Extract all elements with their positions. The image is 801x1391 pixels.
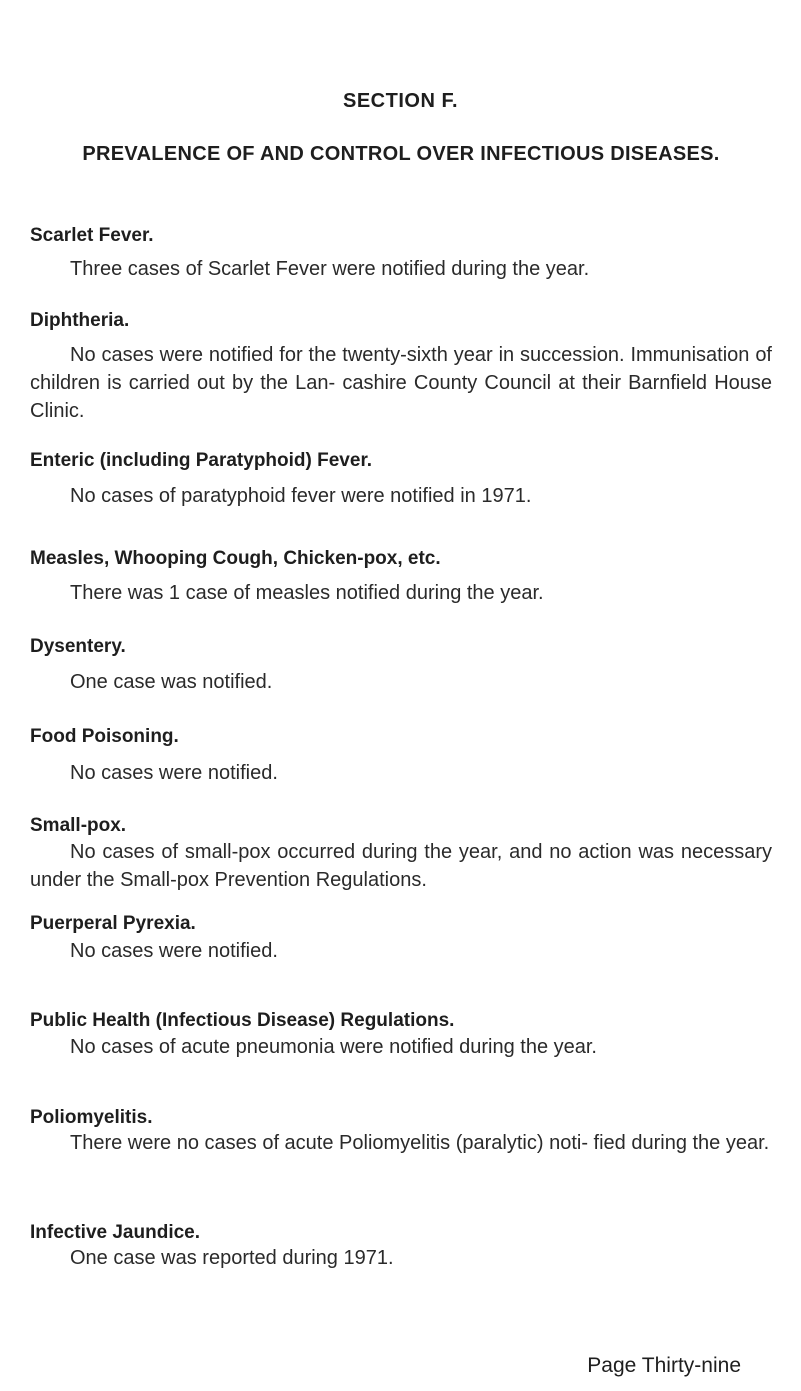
heading-dysentery: Dysentery.	[30, 636, 126, 657]
section-label: SECTION F.	[342, 90, 458, 112]
text-puerperal-pyrexia: No cases were notified.	[70, 940, 278, 962]
page-number: Page Thirty-nine	[587, 1354, 741, 1377]
text-public-health-regulations: No cases of acute pneumonia were notified during the year.	[70, 1036, 597, 1058]
heading-infective-jaundice: Infective Jaundice.	[30, 1222, 201, 1243]
heading-puerperal-pyrexia: Puerperal Pyrexia.	[30, 913, 196, 934]
heading-scarlet-fever: Scarlet Fever.	[30, 225, 154, 246]
text-diphtheria: No cases were notified for the twenty-sixth year in succession. Immunisation of children is carried out by the Lan- cashire County Council at their Barnfield House Clinic.	[30, 344, 772, 422]
heading-poliomyelitis: Poliomyelitis.	[30, 1107, 153, 1128]
heading-small-pox: Small-pox.	[30, 815, 127, 836]
text-measles: There was 1 case of measles notified during the year.	[70, 582, 544, 604]
heading-public-health-regulations: Public Health (Infectious Disease) Regulations.	[30, 1010, 455, 1031]
heading-measles: Measles, Whooping Cough, Chicken-pox, etc.	[30, 548, 441, 569]
text-poliomyelitis: There were no cases of acute Poliomyelitis (paralytic) noti- fied during the year.	[70, 1132, 770, 1154]
text-enteric-fever: No cases of paratyphoid fever were notified in 1971.	[70, 485, 532, 507]
text-food-poisoning: No cases were notified.	[70, 762, 278, 784]
text-scarlet-fever: Three cases of Scarlet Fever were notified during the year.	[70, 258, 590, 280]
heading-diphtheria: Diphtheria.	[30, 310, 130, 331]
heading-enteric-fever: Enteric (including Paratyphoid) Fever.	[30, 450, 373, 471]
text-small-pox: No cases of small-pox occurred during the year, and no action was necessary under the Small-pox Prevention Regulations.	[30, 841, 772, 891]
text-infective-jaundice: One case was reported during 1971.	[70, 1247, 394, 1269]
text-dysentery: One case was notified.	[70, 671, 273, 693]
heading-food-poisoning: Food Poisoning.	[30, 726, 179, 747]
page-title: PREVALENCE OF AND CONTROL OVER INFECTIOUS DISEASES.	[82, 143, 720, 165]
